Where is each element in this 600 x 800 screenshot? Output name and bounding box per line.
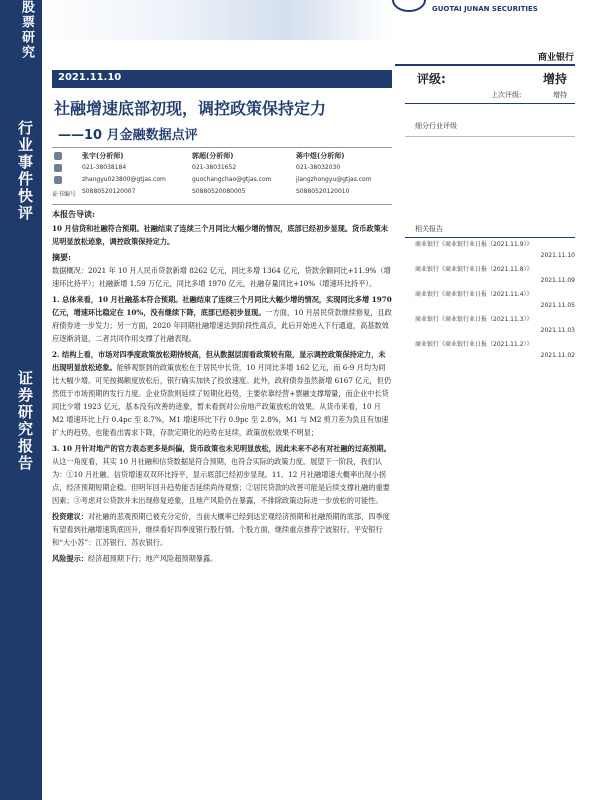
related-report-name: 商业银行《商业银行业日报（2021.11.2）》: [415, 341, 533, 348]
analyst-name: 蒋中煜(分析师): [296, 152, 345, 160]
related-report-name: 商业银行《商业银行业日报（2021.11.3）》: [415, 316, 533, 323]
related-report-date: 2021.11.09: [540, 277, 575, 284]
paragraph-text: 从这一角度看，其实 10 月社融和信贷数据是符合预期，也符合实际的政策力度。展望下一阶段，我们认为：①10 月社融、信贷增速双双环比持平，显示底部已经初步显现。11、12 月社融增速大概率出现小拐点，经济预期短期企稳。但明年回升趋势能否延续尚待观察；②居民贷款的改善可能是后续支撑社融的重要因素；③考虑对公贷款并未出现修复迹象，且地产风险仍在暴露，不排除政策边际进一步放松的可能性。: [52, 457, 390, 505]
paragraph-text: 能够观察到的政策放松在于居民中长贷，10 月同比多增 162 亿元，而 6-9 月均为同比大幅少增。可见按揭额度放松后，银行确实加快了投放速度。此外，政府债券虽然新增 6167 亿元，但仍然低于市场预期的发行力度。企业贷款则延续了短期化趋势，主要依靠经营+票融支撑增量，而企业中长贷同比少增 1923 亿元，基本没有改善的迹象，暂未看到对公房地产政策放松的效果。从货币来看，10 月 M2 增速环比上行 0.4pc 至 8.7%，M1 增速环比下行 0.9pc 至 2.8%，M1 与 M2 剪刀差为负且有加速扩大的趋势，也能看出需求下降，存款定期化的趋势在延续，政策放松效果不明显；: [52, 363, 392, 437]
brand-name: GUOTAI JUNAN SECURITIES: [432, 5, 538, 13]
related-report-name: 商业银行《商业银行业日报（2021.11.4）》: [415, 291, 533, 298]
paragraph-lead: 投资建议：: [52, 512, 88, 521]
related-report-item[interactable]: [415, 265, 575, 290]
report-subtitle: ——10 月金融数据点评: [58, 128, 198, 143]
analyst-phone: 021-38032030: [296, 164, 341, 171]
paragraph-lead: 3. 10 月针对地产的官方表态更多是纠偏，货币政策也未见明显放松，因此未来不必有对社融的过高预期。: [52, 444, 391, 453]
guide-title: 本报告导读:: [52, 209, 95, 219]
related-report-date: 2021.11.10: [540, 252, 575, 259]
analyst-card: [82, 150, 182, 198]
analyst-phone: 021-38031652: [192, 164, 237, 171]
related-reports-title: 相关报告: [415, 225, 443, 233]
cert-label: 证书编号: [52, 191, 77, 198]
sidebar-category-label: 行业事件快评: [16, 120, 34, 222]
divider: [405, 237, 575, 238]
paragraph-text: 经济超预期下行；地产风险超预期暴露。: [87, 554, 218, 563]
analyst-email[interactable]: zhangyu023800@gtjas.com: [82, 176, 166, 183]
paragraph-lead: 风险提示：: [52, 554, 88, 563]
divider: [395, 64, 575, 66]
analyst-name: 郭超(分析师): [192, 152, 234, 160]
related-report-date: 2021.11.03: [540, 327, 575, 334]
left-sidebar: [0, 0, 42, 800]
divider: [405, 103, 575, 104]
analyst-block: [52, 147, 392, 205]
sidebar-report-type: 证券研究报告: [16, 370, 34, 472]
related-report-date: 2021.11.02: [540, 352, 575, 359]
related-report-item[interactable]: [415, 240, 575, 265]
paragraph-outlook: [52, 442, 392, 507]
paragraph-data-overview: 数据概况：2021 年 10 月人民币贷款新增 8262 亿元，同比多增 1364 亿元，贷款余额同比+11.9%（增速环比持平）；社融新增 1.59 万亿元，同比多增 1970 亿元，社融存量同比+10%（增速环比持平）。: [52, 266, 391, 288]
analyst-card: [192, 150, 292, 198]
email-icon: [54, 176, 62, 184]
analyst-name: 张宇(分析师): [82, 152, 124, 160]
previous-rating-label: 上次评级:: [491, 91, 522, 99]
paragraph-overall: [52, 293, 392, 345]
analyst-cert: S0880520120007: [82, 188, 136, 195]
paragraph-lead: 1. 总体来看，10 月社融基本符合预期。社融结束了连续三个月同比大幅少增的情况，实现同比多增 1970 亿元，增速环比稳定在 10%，没有继续下降，底部已经初步显现。: [52, 295, 392, 317]
analyst-card: [296, 150, 396, 198]
report-body: [52, 208, 392, 568]
analyst-cert: S0880520080005: [192, 188, 246, 195]
analyst-email[interactable]: jiangzhongyu@gtjas.com: [296, 176, 372, 183]
divider: [405, 136, 575, 137]
report-date: 2021.11.10: [58, 72, 122, 83]
related-report-item[interactable]: [415, 315, 575, 340]
industry-tag: 商业银行: [537, 53, 574, 63]
logo-mark-icon: [392, 0, 426, 12]
report-title: 社融增速底部初现，调控政策保持定力: [54, 99, 327, 118]
related-report-name: 商业银行《商业银行业日报（2021.11.9）》: [415, 241, 533, 248]
related-report-name: 商业银行《商业银行业日报（2021.11.8）》: [415, 266, 533, 273]
phone-icon: [54, 164, 62, 172]
previous-rating-value: 增持: [553, 91, 567, 99]
paragraph-risk: [52, 552, 392, 565]
related-report-item[interactable]: [415, 290, 575, 315]
paragraph-lead: 2. 结构上看，市场对四季度政策放松期待较高，但从数据层面看政策较有限，显示调控政策保持定力，未出现明显放松迹象。: [52, 350, 386, 372]
header-decoration: [42, 0, 392, 40]
paragraph-text: 一方面，10 月居民贷款继续修复，且政府债券进一步发力；另一方面，2020 年同期社融增速达到阶段性高点，此后开始进入下行通道，高基数效应逐渐消退，二者共同作用支撑了社融表现。: [52, 308, 392, 343]
paragraph-text: 对社融的悲观预期已被充分定价，当前大概率已经到达宏观经济预期和社融预期的底部，四季度有望看到社融增速筑底回升，继续看好四季度银行股行情。个股方面，继续重点推荐宁波银行、平安银行和“大小苏”：江苏银行、苏农银行。: [52, 512, 390, 547]
rating-value: 增持: [542, 72, 567, 86]
abstract-title: 摘要:: [52, 252, 71, 262]
brand-logo: [392, 0, 600, 22]
related-report-item[interactable]: [415, 340, 575, 365]
analyst-cert: S0880520120010: [296, 188, 350, 195]
paragraph-structure: [52, 348, 392, 439]
analyst-phone: 021-38038184: [82, 164, 127, 171]
paragraph-investment-advice: [52, 510, 392, 549]
sub-rating-label: 细分行业评级: [415, 122, 457, 130]
analyst-email[interactable]: guochangchao@gtjas.com: [192, 176, 272, 183]
related-reports-list: [415, 240, 575, 365]
guide-text: 10 月信贷和社融符合预期。社融结束了连续三个月同比大幅少增的情况，底部已经初步显现。货币政策未见明显放松迹象，调控政策保持定力。: [52, 224, 388, 246]
sidebar-top-label: 股票研究: [19, 0, 34, 60]
rating-label: 评级:: [417, 72, 446, 86]
person-icon: [54, 152, 62, 160]
related-report-date: 2021.11.05: [540, 302, 575, 309]
